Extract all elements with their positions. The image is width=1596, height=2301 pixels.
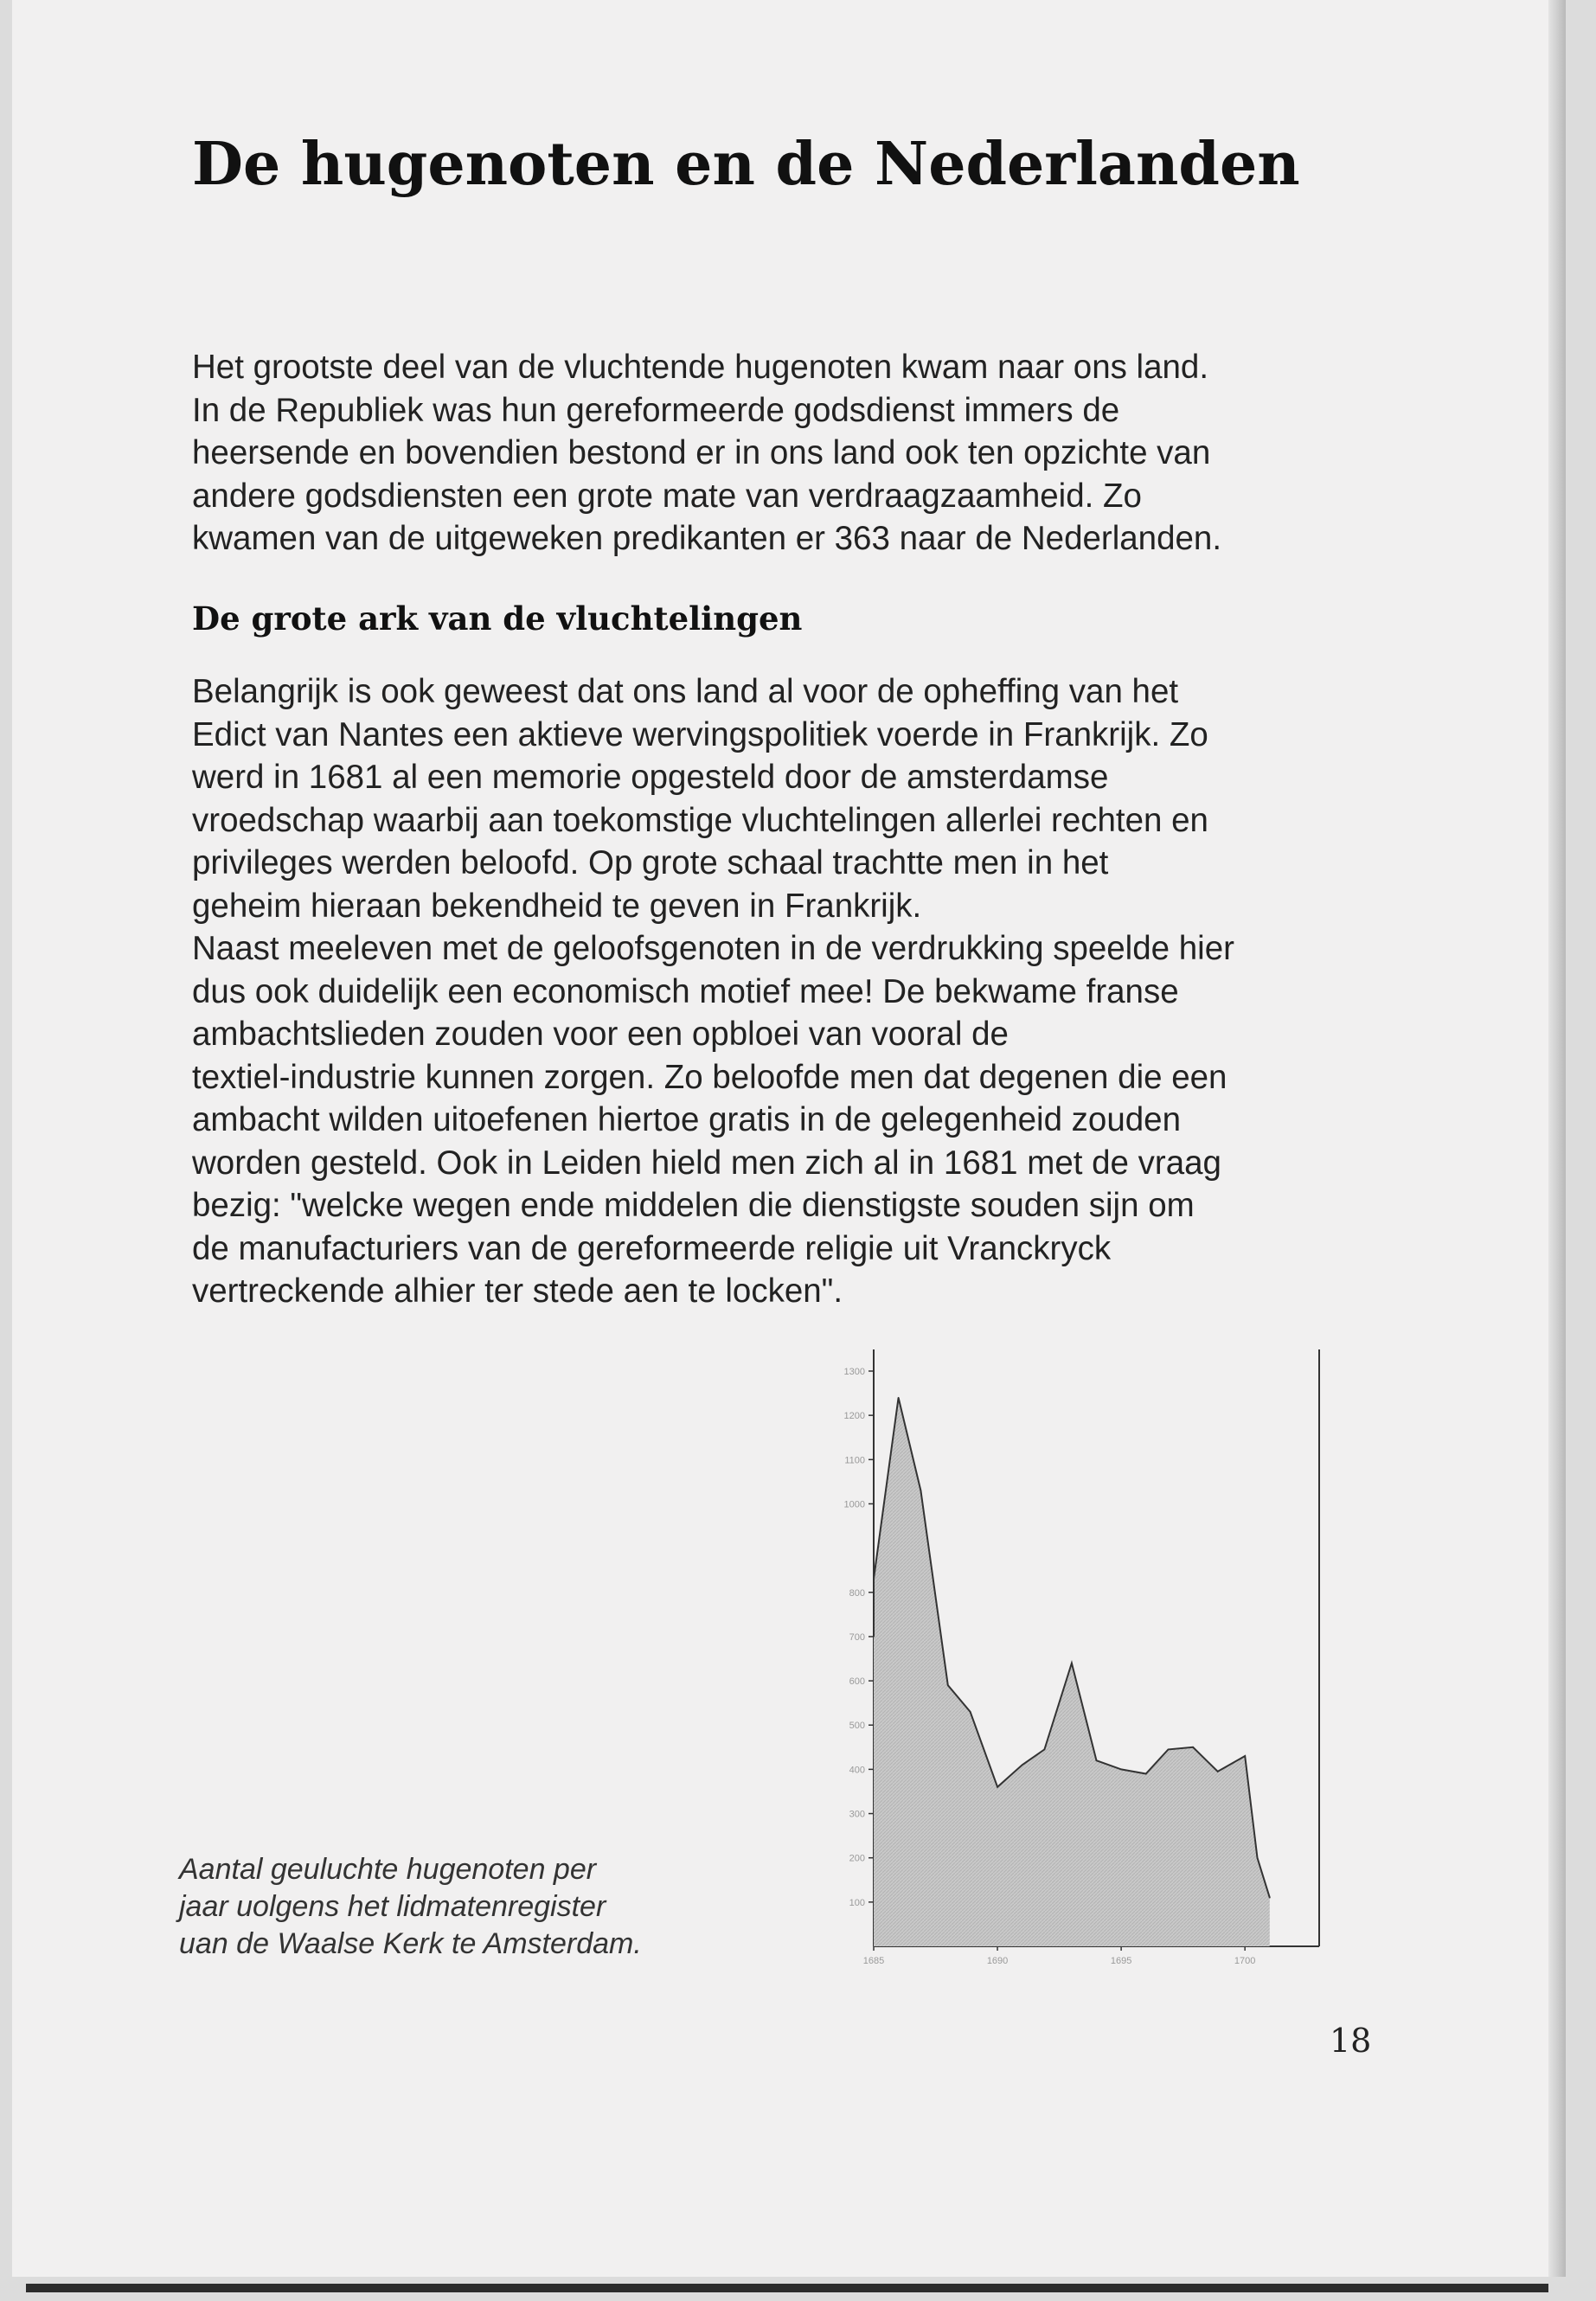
data-point [1071, 1663, 1073, 1664]
x-axis-ticks [863, 1946, 1256, 1966]
data-point [1244, 1755, 1246, 1757]
body-line: dus ook duidelijk een economisch motief mee! De bekwame franse [192, 972, 1179, 1010]
y-tick-label: 200 [849, 1853, 865, 1864]
y-tick-label: 600 [849, 1676, 865, 1688]
page-number: 18 [1330, 2022, 1372, 2060]
y-tick-label: 400 [849, 1765, 865, 1776]
y-tick-label: 300 [849, 1809, 865, 1820]
y-tick-label: 700 [849, 1631, 865, 1643]
intro-line: kwamen van de uitgeweken predikanten er 363 naar de Nederlanden. [192, 520, 1222, 557]
body-line: vertreckende alhier ter stede aen te locken". [192, 1272, 843, 1310]
chart-area-group [873, 1397, 1270, 1946]
intro-line: In de Republiek was hun gereformeerde godsdienst immers de [192, 391, 1120, 429]
body-paragraph [192, 670, 1234, 1313]
refugee-chart [779, 1336, 1332, 1985]
data-point [1120, 1769, 1122, 1771]
page-title: De hugenoten en de Nederlanden [192, 130, 1300, 199]
data-point [920, 1490, 922, 1491]
x-tick-label: 1695 [1110, 1956, 1132, 1966]
page-edge-shadow [1548, 0, 1566, 2277]
caption-line: Aantal geuluchte hugenoten per [179, 1853, 597, 1886]
body-line: geheim hieraan bekendheid te geven in Frankrijk. [192, 887, 922, 925]
data-point [1269, 1897, 1271, 1899]
data-point [898, 1397, 900, 1399]
y-tick-label: 800 [849, 1587, 865, 1599]
refugee-area-fill [874, 1398, 1270, 1946]
body-line: worden gesteld. Ook in Leiden hield men zich al in 1681 met de vraag [192, 1144, 1221, 1182]
body-line: ambacht wilden uitoefenen hiertoe gratis in de gelegenheid zouden [192, 1101, 1181, 1138]
caption-line: jaar uolgens het lidmatenregister [179, 1890, 606, 1923]
body-line: de manufacturiers van de gereformeerde religie uit Vranckryck [192, 1229, 1112, 1267]
data-point [1257, 1857, 1259, 1859]
body-line: Belangrijk is ook geweest dat ons land al voor de opheffing van het [192, 673, 1179, 710]
y-tick-label: 1300 [843, 1367, 865, 1377]
chart-caption [179, 1851, 642, 1963]
x-tick-label: 1685 [862, 1956, 885, 1966]
body-line: textiel-industrie kunnen zorgen. Zo beloofde men dat degenen die een [192, 1058, 1227, 1096]
data-point [1096, 1759, 1098, 1761]
y-tick-label: 1000 [843, 1499, 865, 1510]
data-point [1192, 1747, 1194, 1748]
intro-line: heersende en bovendien bestond er in ons land ook ten opzichte van [192, 434, 1211, 471]
body-line: privileges werden beloofd. Op grote schaal trachtte men in het [192, 844, 1109, 881]
caption-line: uan de Waalse Kerk te Amsterdam. [179, 1927, 642, 1960]
intro-paragraph [192, 346, 1221, 561]
body-line: Naast meeleven met de geloofsgenoten in de verdrukking speelde hier [192, 930, 1234, 967]
data-point [970, 1711, 971, 1713]
y-tick-label: 1100 [844, 1455, 865, 1466]
y-axis-ticks [844, 1367, 874, 1908]
y-tick-label: 1200 [843, 1411, 865, 1422]
data-point [873, 1579, 875, 1580]
data-point [1022, 1765, 1023, 1766]
body-line: werd in 1681 al een memorie opgesteld door de amsterdamse [192, 759, 1109, 796]
body-line: ambachtslieden zouden voor een opbloei van vooral de [192, 1016, 1009, 1053]
intro-line: andere godsdiensten een grote mate van verdraagzaamheid. Zo [192, 477, 1142, 515]
y-tick-label: 500 [849, 1721, 865, 1732]
section-heading: De grote ark van de vluchtelingen [192, 599, 803, 638]
scan-bottom-strip [26, 2284, 1548, 2292]
data-point [997, 1786, 998, 1788]
data-point [1044, 1749, 1046, 1751]
y-tick-label: 100 [849, 1897, 865, 1908]
data-point [1217, 1771, 1219, 1772]
x-tick-label: 1690 [986, 1956, 1009, 1966]
body-line: bezig: "welcke wegen ende middelen die dienstigste souden sijn om [192, 1187, 1195, 1224]
intro-line: Het grootste deel van de vluchtende hugenoten kwam naar ons land. [192, 349, 1209, 386]
body-line: vroedschap waarbij aan toekomstige vluchtelingen allerlei rechten en [192, 801, 1208, 839]
data-point [1168, 1749, 1170, 1751]
data-point [1145, 1773, 1147, 1775]
data-point [947, 1684, 949, 1686]
x-tick-label: 1700 [1234, 1956, 1256, 1966]
body-line: Edict van Nantes een aktieve wervingspolitiek voerde in Frankrijk. Zo [192, 715, 1208, 753]
